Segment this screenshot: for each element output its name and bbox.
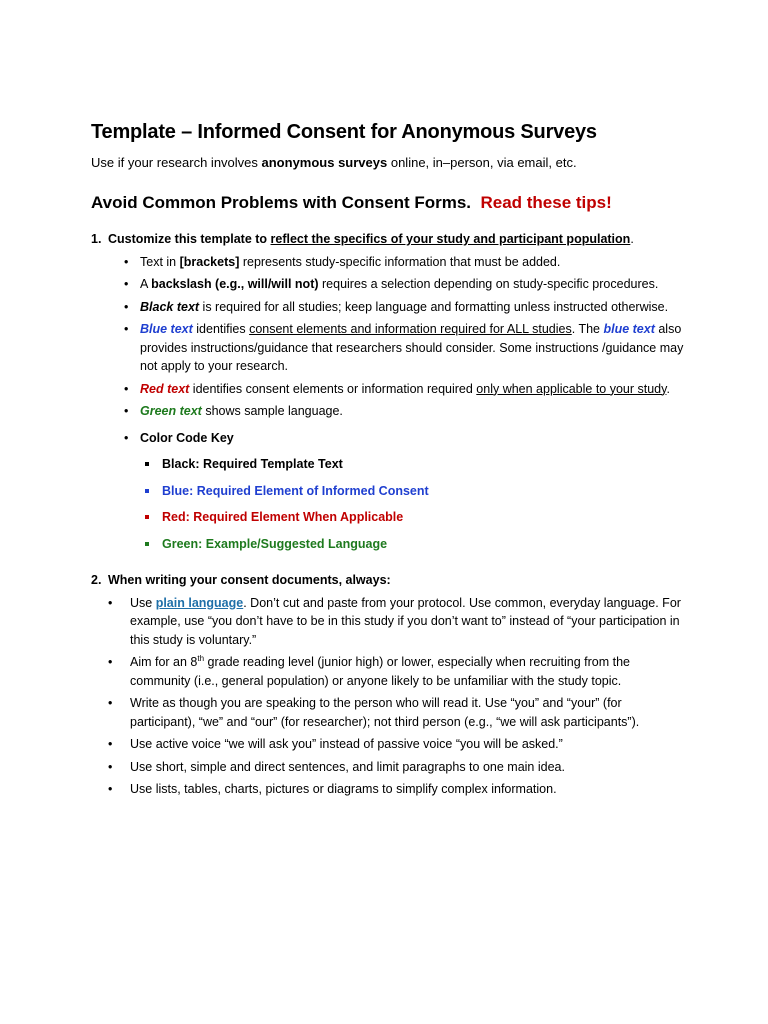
text: identifies xyxy=(192,322,250,336)
text: Use lists, tables, charts, pictures or diagrams to simplify complex information. xyxy=(130,782,557,796)
numbered-item-1 xyxy=(91,230,688,553)
superscript: th xyxy=(197,653,205,663)
list-item xyxy=(124,253,688,272)
subtitle-bold-text: anonymous surveys xyxy=(261,155,388,170)
text: A xyxy=(140,277,152,291)
item-number: 2. xyxy=(91,573,102,587)
item-lead: When writing your consent documents, always: xyxy=(108,573,391,587)
bold-text: backslash (e.g., will/will not) xyxy=(151,277,319,291)
color-key-blue: Blue: Required Element of Informed Consent xyxy=(144,482,688,501)
text: Use xyxy=(130,595,156,610)
list-item xyxy=(108,780,688,799)
black-text-label: Black text xyxy=(140,299,200,314)
color-key-heading: Color Code Key xyxy=(140,430,234,445)
color-code-key xyxy=(140,455,688,553)
text: Use active voice “we will ask you” instead of passive voice “you will be asked.” xyxy=(130,737,563,751)
document-subtitle xyxy=(91,154,688,172)
tips-callout: Read these tips! xyxy=(480,193,612,212)
list-item xyxy=(108,694,688,731)
list-item xyxy=(124,402,688,421)
item-lead-text: Customize this template to xyxy=(108,232,271,246)
guidance-list xyxy=(108,253,688,554)
subtitle-text-end: online, in–person, via email, etc. xyxy=(387,155,577,170)
text: requires a selection depending on study-specific procedures. xyxy=(318,277,659,291)
text: shows sample language. xyxy=(201,404,343,418)
blue-text-label: Blue text xyxy=(140,322,193,336)
item-lead-underlined: reflect the specifics of your study and participant population xyxy=(270,232,631,246)
item-lead xyxy=(108,230,688,249)
list-item xyxy=(108,735,688,754)
text: Use short, simple and direct sentences, and limit paragraphs to one main idea. xyxy=(130,759,565,774)
text: also provides instructions/guidance that researchers should consider. Some instructions /guidance may not apply to your research. xyxy=(140,322,684,373)
list-item xyxy=(124,320,688,376)
list-item xyxy=(124,298,688,317)
color-key-black: Black: Required Template Text xyxy=(144,455,688,474)
list-item xyxy=(108,594,688,650)
text: grade reading level (junior high) or lower, especially when recruiting from the community (i.e., general population) or anyone likely to be unfamiliar with the study topic. xyxy=(130,655,630,688)
item-lead-end: . xyxy=(630,232,634,246)
text: . The xyxy=(571,322,604,336)
underlined-text: consent elements and information required for ALL studies xyxy=(249,322,572,336)
text: identifies consent elements or information required xyxy=(189,381,477,396)
plain-language-link[interactable]: plain language xyxy=(155,595,244,610)
section-heading xyxy=(91,190,688,216)
text: . Don’t cut and paste from your protocol. Use common, everyday language. For example, use “you don’t have to be in this study if you don’t want to” instead of “your participation in this study is voluntary.” xyxy=(130,595,681,647)
item-number: 1. xyxy=(91,232,102,246)
red-text-label: Red text xyxy=(140,381,190,396)
color-key-red: Red: Required Element When Applicable xyxy=(144,508,688,527)
list-item xyxy=(108,758,688,777)
list-item xyxy=(108,653,688,690)
text: Aim for an 8 xyxy=(130,655,198,669)
color-key-green: Green: Example/Suggested Language xyxy=(144,535,688,554)
text: Write as though you are speaking to the person who will read it. Use “you” and “your” (for participant), “we” and “our” (for researcher); not third person (e.g., “we will ask participants”). xyxy=(130,696,640,729)
subtitle-text: Use if your research involves xyxy=(91,155,262,170)
section-heading-text: Avoid Common Problems with Consent Forms. xyxy=(91,193,472,212)
list-item xyxy=(124,429,688,554)
writing-tips-list xyxy=(108,594,688,799)
list-item xyxy=(124,380,688,399)
document-title: Template – Informed Consent for Anonymous Surveys xyxy=(91,121,597,143)
text: . xyxy=(666,381,670,396)
text: represents study-specific information that must be added. xyxy=(239,254,561,269)
text: Text in xyxy=(140,254,180,269)
blue-text-label: blue text xyxy=(603,322,655,336)
text: is required for all studies; keep language and formatting unless instructed otherwise. xyxy=(199,299,669,314)
numbered-item-2 xyxy=(91,571,688,799)
list-item xyxy=(124,275,688,294)
bold-text: [brackets] xyxy=(179,254,240,269)
green-text-label: Green text xyxy=(140,404,202,418)
underlined-text: only when applicable to your study xyxy=(476,381,667,396)
